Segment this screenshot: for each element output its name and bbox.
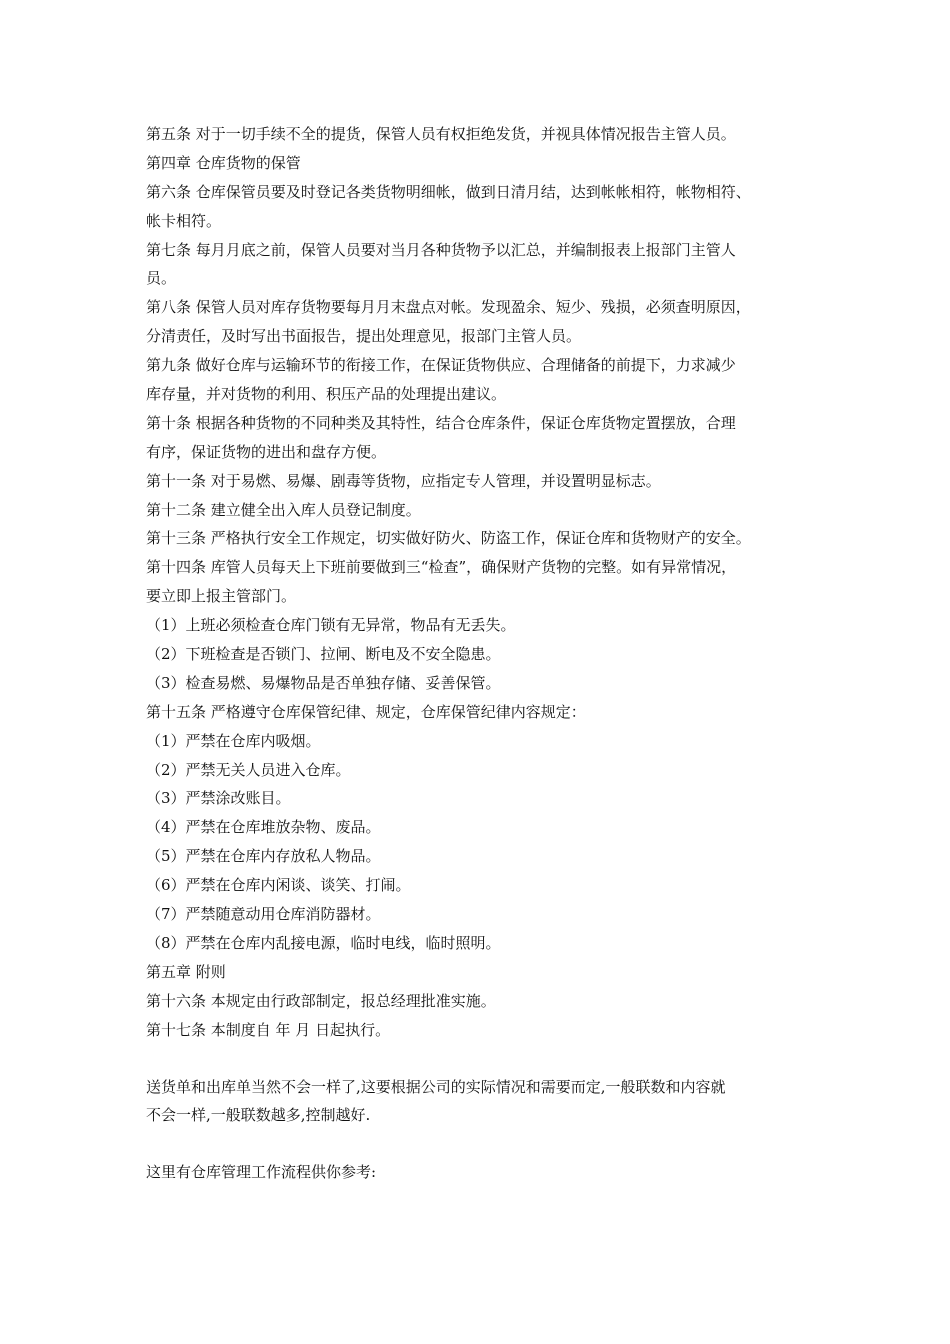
text-line: 不会一样,一般联数越多,控制越好. bbox=[146, 1106, 371, 1125]
text-line: 第五条 对于一切手续不全的提货，保管人员有权拒绝发货，并视具体情况报告主管人员。 bbox=[146, 125, 736, 143]
list-item: （8）严禁在仓库内乱接电源，临时电线，临时照明。 bbox=[146, 933, 501, 952]
text-line: 第十四条 库管人员每天上下班前要做到三“检查”，确保财产货物的完整。如有异常情况， bbox=[146, 558, 737, 577]
paragraph-spacer bbox=[146, 1045, 810, 1074]
list-item: （7）严禁随意动用仓库消防器材。 bbox=[146, 905, 381, 924]
list-item: （5）严禁在仓库内存放私人物品。 bbox=[146, 847, 381, 866]
list-item: （1）上班必须检查仓库门锁有无异常，物品有无丢失。 bbox=[146, 616, 516, 635]
list-item: （1）严禁在仓库内吸烟。 bbox=[146, 731, 321, 750]
text-line: 分清责任，及时写出书面报告，提出处理意见，报部门主管人员。 bbox=[146, 327, 582, 346]
text-line: 要立即上报主管部门。 bbox=[146, 587, 297, 606]
text-line: 库存量，并对货物的利用、积压产品的处理提出建议。 bbox=[146, 385, 507, 404]
text-line: 第十五条 严格遵守仓库保管纪律、规定，仓库保管纪律内容规定： bbox=[146, 702, 586, 721]
regulations-section bbox=[146, 120, 810, 1045]
text-line: 第九条 做好仓库与运输环节的衔接工作，在保证货物供应、合理储备的前提下，力求减少 bbox=[146, 356, 736, 375]
text-line: 第十六条 本规定由行政部制定，报总经理批准实施。 bbox=[146, 991, 496, 1010]
text-line: 送货单和出库单当然不会一样了,这要根据公司的实际情况和需要而定,一般联数和内容就 bbox=[146, 1078, 726, 1097]
text-line: 帐卡相符。 bbox=[146, 211, 222, 230]
document-page bbox=[146, 120, 810, 1187]
list-item: （2）下班检查是否锁门、拉闸、断电及不安全隐患。 bbox=[146, 645, 501, 664]
text-line: 第十七条 本制度自 年 月 日起执行。 bbox=[146, 1020, 391, 1039]
list-item: （2）严禁无关人员进入仓库。 bbox=[146, 760, 351, 779]
chapter-heading: 第五章 附则 bbox=[146, 962, 226, 981]
text-line: 第六条 仓库保管员要及时登记各类货物明细帐，做到日清月结，达到帐帐相符，帐物相符、 bbox=[146, 182, 751, 201]
list-item: （6）严禁在仓库内闲谈、谈笑、打闹。 bbox=[146, 876, 411, 895]
text-line: 第十二条 建立健全出入库人员登记制度。 bbox=[146, 500, 421, 519]
text-line: 第十条 根据各种货物的不同种类及其特性，结合仓库条件，保证仓库货物定置摆放，合理 bbox=[146, 413, 736, 432]
text-line: 第八条 保管人员对库存货物要每月月末盘点对帐。发现盈余、短少、残损，必须查明原因， bbox=[146, 298, 751, 317]
text-line: 第十三条 严格执行安全工作规定，切实做好防火、防盗工作，保证仓库和货物财产的安全。 bbox=[146, 529, 751, 548]
paragraph-spacer bbox=[146, 1129, 810, 1158]
note-paragraph bbox=[146, 1073, 810, 1129]
list-item: （3）严禁涂改账目。 bbox=[146, 789, 291, 808]
text-line: 员。 bbox=[146, 269, 177, 288]
text-line: 第七条 每月月底之前，保管人员要对当月各种货物予以汇总，并编制报表上报部门主管人 bbox=[146, 240, 736, 259]
text-line: 有序，保证货物的进出和盘存方便。 bbox=[146, 442, 387, 461]
list-item: （3）检查易燃、易爆物品是否单独存储、妥善保管。 bbox=[146, 673, 501, 692]
chapter-heading: 第四章 仓库货物的保管 bbox=[146, 153, 301, 172]
list-item: （4）严禁在仓库堆放杂物、废品。 bbox=[146, 818, 381, 837]
reference-paragraph: 这里有仓库管理工作流程供你参考: bbox=[146, 1163, 377, 1182]
text-line: 第十一条 对于易燃、易爆、剧毒等货物，应指定专人管理，并设置明显标志。 bbox=[146, 471, 661, 490]
